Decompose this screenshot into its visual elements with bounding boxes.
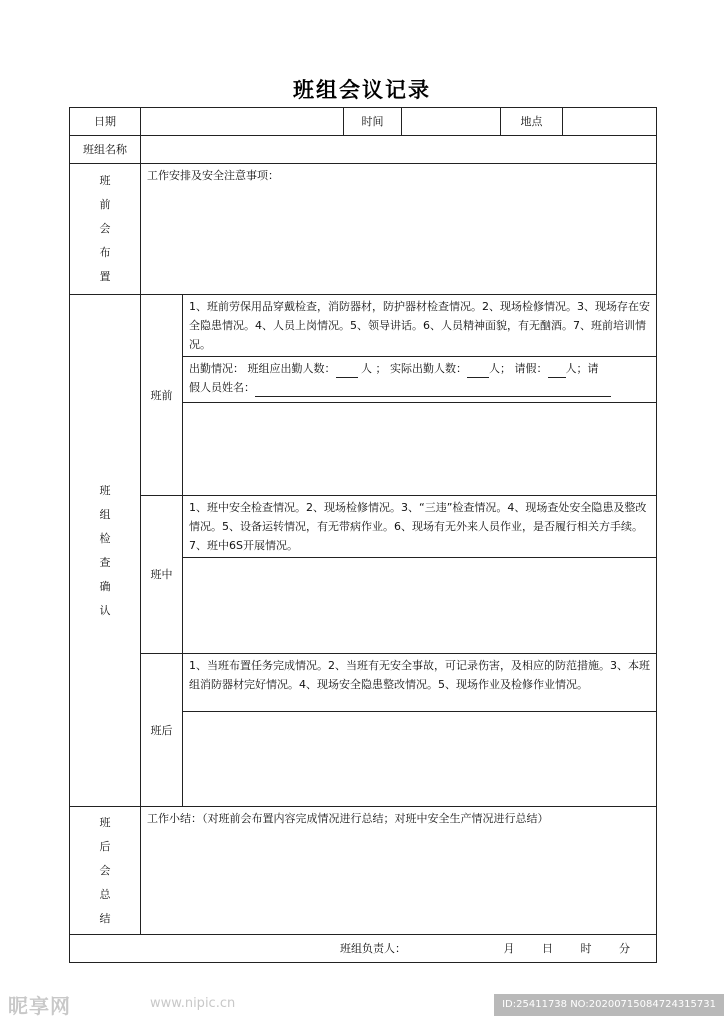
pre-meeting-label: 班 前 会 布 置 bbox=[70, 164, 141, 295]
during-shift-notes[interactable] bbox=[183, 558, 657, 654]
during-items-row bbox=[70, 496, 657, 558]
hour-label: 时 bbox=[580, 942, 592, 955]
before-shift-label: 班前 bbox=[141, 295, 183, 496]
team-name-label: 班组名称 bbox=[70, 136, 141, 164]
time-label: 时间 bbox=[344, 108, 402, 136]
meeting-record-form bbox=[69, 107, 657, 963]
summary-prompt: 工作小结：（对班前会布置内容完成情况进行总结；对班中安全生产情况进行总结） bbox=[147, 812, 549, 825]
after-shift-notes[interactable] bbox=[183, 712, 657, 807]
pre-meeting-prompt: 工作安排及安全注意事项： bbox=[147, 169, 279, 182]
inspection-label: 班 组 检 查 确 认 bbox=[70, 295, 141, 807]
team-name-field[interactable] bbox=[141, 136, 657, 164]
attendance-field[interactable]: 出勤情况： 班组应出勤人数： 人 ； 实际出勤人数： 人； 请假： 人；请 假人员姓名： bbox=[183, 357, 657, 403]
day-label: 日 bbox=[542, 942, 553, 955]
pre-meeting-field[interactable] bbox=[141, 164, 657, 295]
required-count-blank[interactable] bbox=[336, 377, 358, 378]
leave-names-blank[interactable] bbox=[255, 396, 611, 397]
after-shift-items: 1、当班布置任务完成情况。2、当班有无安全事故，可记录伤害，及相应的防范措施。3、本班组消防器材完好情况。4、现场安全隐患整改情况。5、现场作业及检修作业情况。 bbox=[183, 654, 657, 712]
watermark-logo: 昵享网 bbox=[8, 994, 71, 1018]
watermark-id: ID:25411738 NO:20200715084724315731 bbox=[494, 994, 724, 1016]
place-field[interactable] bbox=[563, 108, 657, 136]
page-title: 班组会议记录 bbox=[293, 78, 431, 102]
pre-meeting-row bbox=[70, 164, 657, 295]
summary-row bbox=[70, 807, 657, 935]
time-field[interactable] bbox=[402, 108, 501, 136]
after-shift-label: 班后 bbox=[141, 654, 183, 807]
footer-row bbox=[70, 935, 657, 963]
month-label: 月 bbox=[503, 942, 515, 955]
during-shift-items: 1、班中安全检查情况。2、现场检修情况。3、“三违”检查情况。4、现场查处安全隐患及整改情况。5、设备运转情况，有无带病作业。6、现场有无外来人员作业，是否履行相关方手续。7、班中6S开展情况。 bbox=[183, 496, 657, 558]
actual-count-blank[interactable] bbox=[467, 377, 489, 378]
before-shift-notes[interactable] bbox=[183, 403, 657, 496]
before-shift-items: 1、班前劳保用品穿戴检查，消防器材，防护器材检查情况。2、现场检修情况。3、现场存在安全隐患情况。4、人员上岗情况。5、领导讲话。6、人员精神面貌，有无酗酒。7、班前培训情况。 bbox=[183, 295, 657, 357]
watermark-url: www.nipic.cn bbox=[150, 996, 236, 1011]
after-items-row bbox=[70, 654, 657, 712]
place-label: 地点 bbox=[501, 108, 563, 136]
date-label: 日期 bbox=[70, 108, 141, 136]
leader-label: 班组负责人： bbox=[340, 942, 406, 955]
summary-field[interactable] bbox=[141, 807, 657, 935]
footer-signature[interactable] bbox=[70, 935, 657, 963]
minute-label: 分 bbox=[619, 942, 630, 955]
summary-label: 班 后 会 总 结 bbox=[70, 807, 141, 935]
during-shift-label: 班中 bbox=[141, 496, 183, 654]
team-row bbox=[70, 136, 657, 164]
leave-count-blank[interactable] bbox=[548, 377, 566, 378]
date-field[interactable] bbox=[141, 108, 344, 136]
info-row bbox=[70, 108, 657, 136]
before-items-row bbox=[70, 295, 657, 357]
